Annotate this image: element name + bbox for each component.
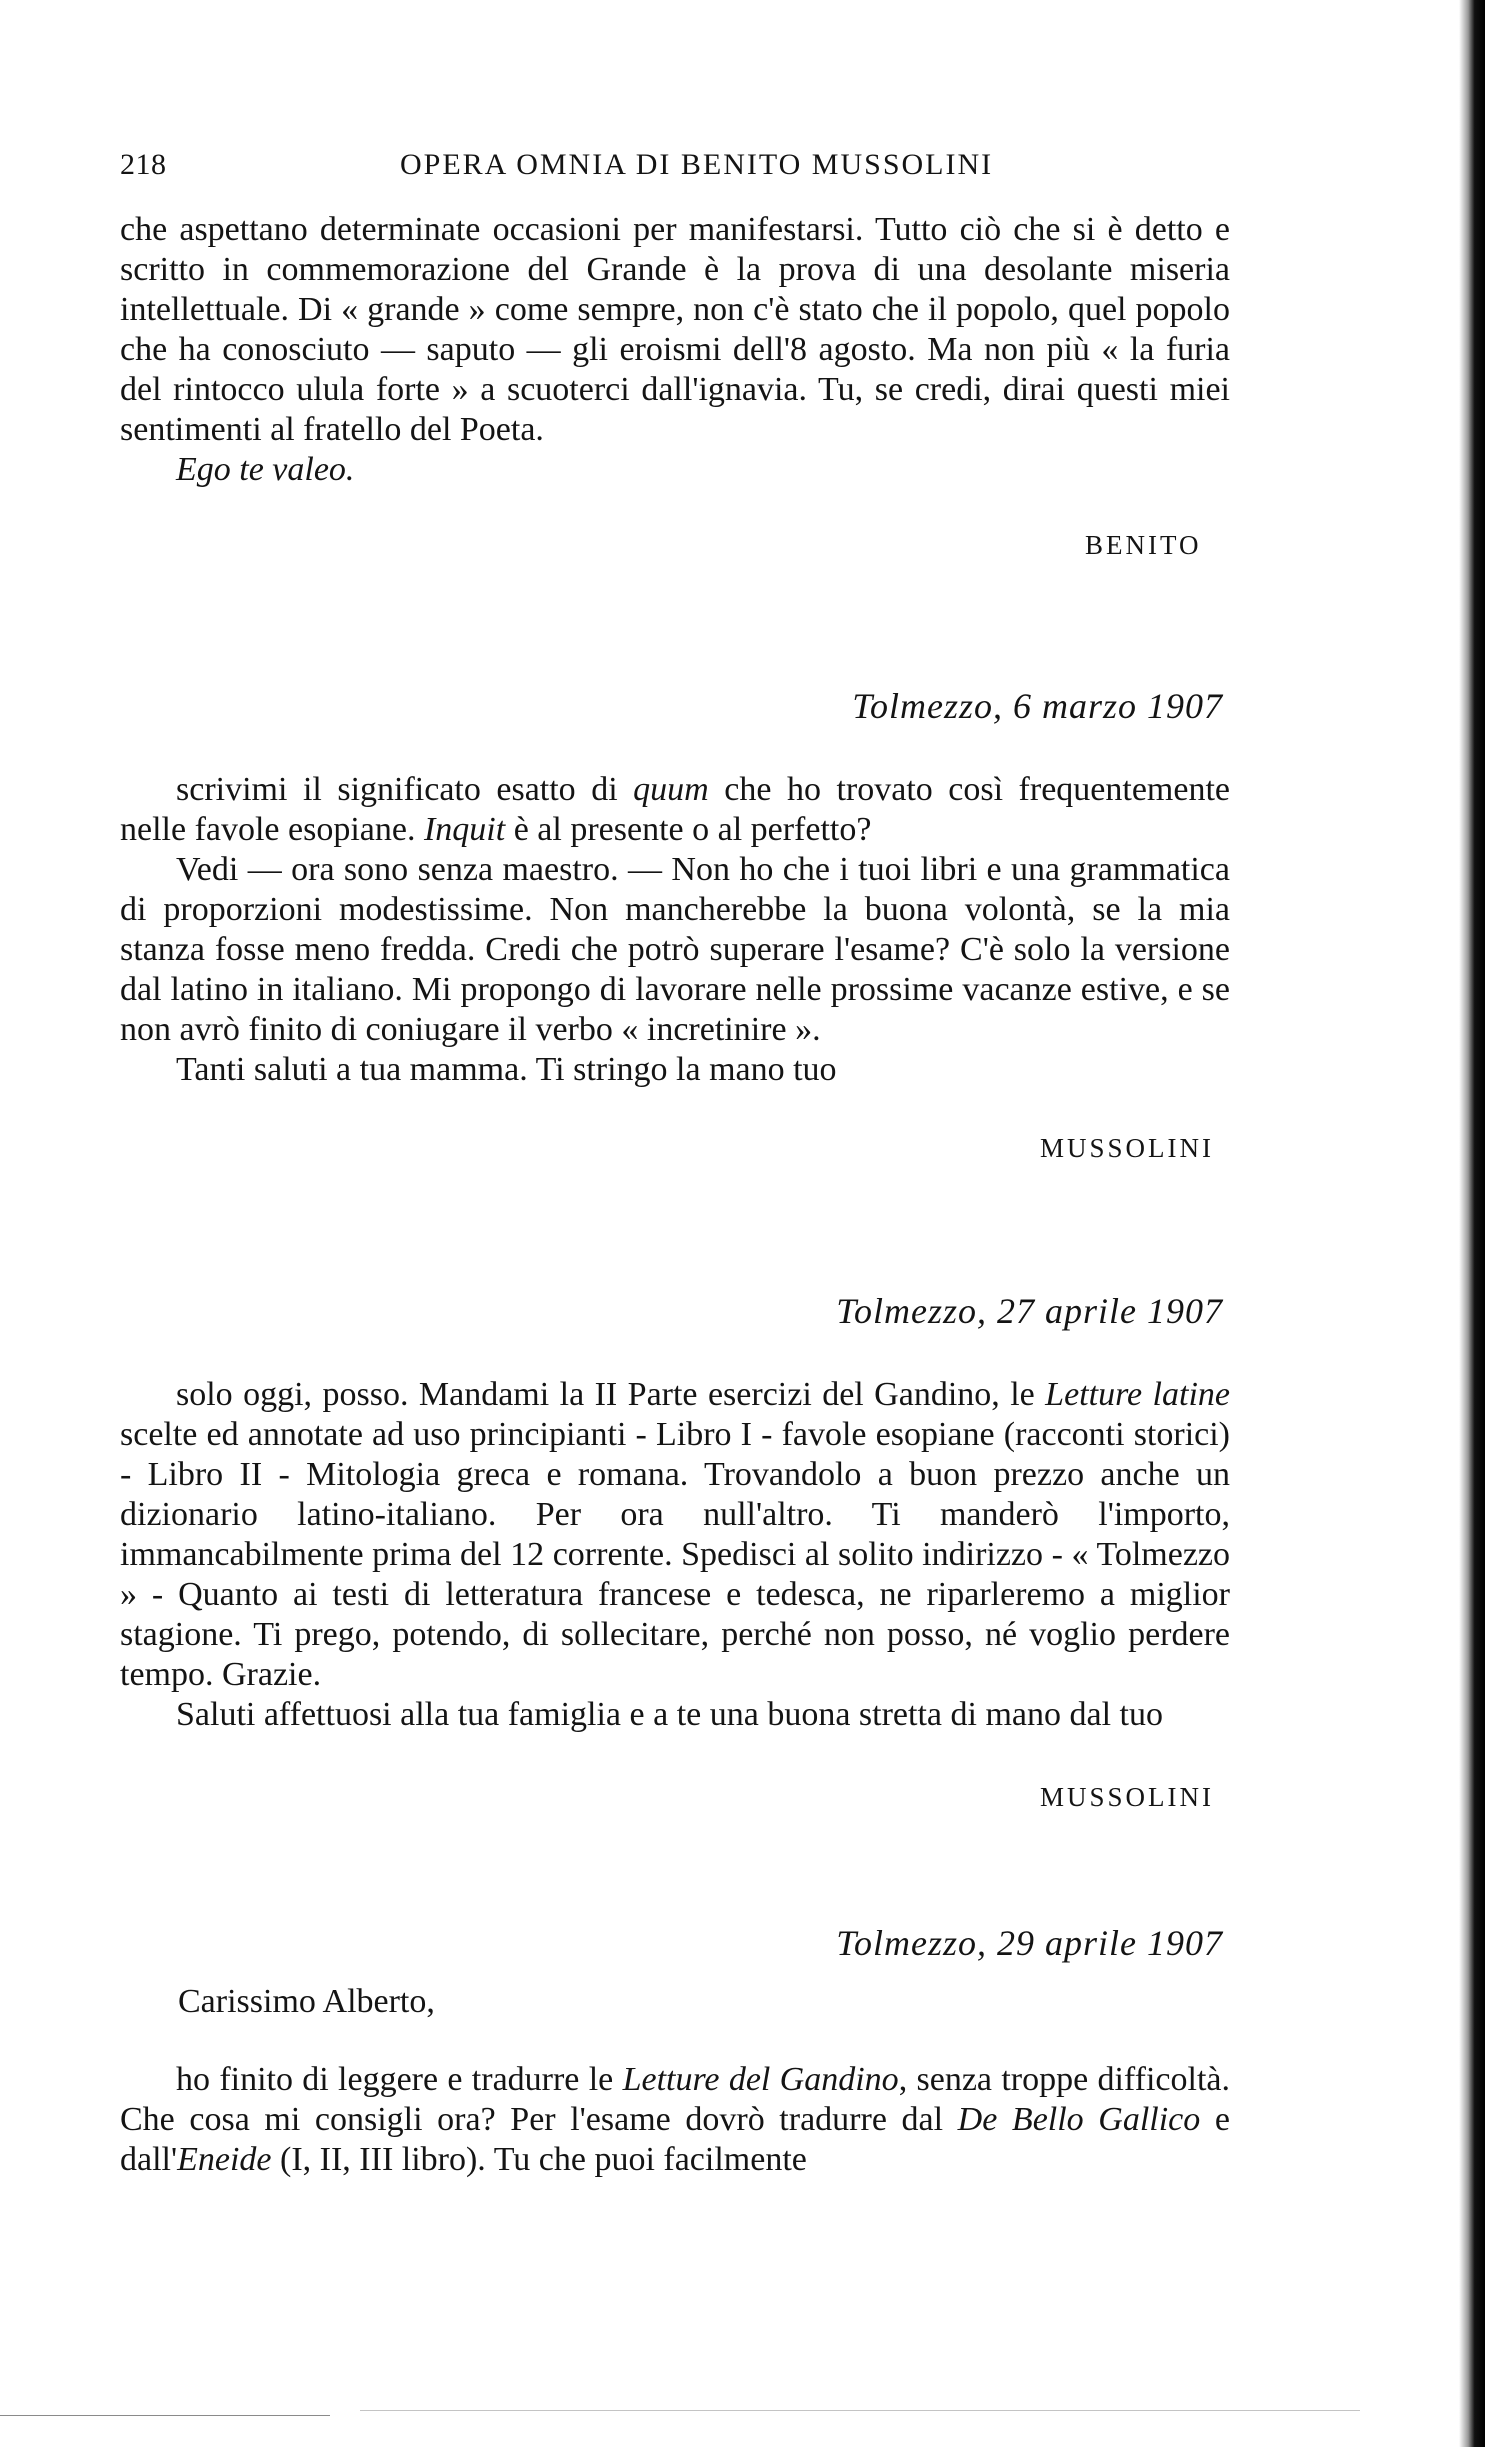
letter-2-paragraph-1 [120, 770, 1230, 850]
running-title: OPERA OMNIA DI BENITO MUSSOLINI [400, 148, 994, 181]
letter-1-paragraph: che aspettano determinate occasioni per manifestarsi. Tutto ciò che si è detto e scritto in commemorazione del Grande è la prova di una desolante miseria intellettuale. Di « grande » come sempre, non c'è stato che il popolo, quel popolo che ha conosciuto — saputo — gli eroismi dell'8 agosto. Ma non più « la furia del rintocco ulula forte » a scuoterci dall'ignavia. Tu, se credi, dirai questi miei sentimenti al fratello del Poeta. [120, 211, 1230, 448]
italic-title: De Bello Gallico [957, 2101, 1201, 2138]
italic-word: Inquit [423, 811, 506, 848]
letter-2-body [120, 770, 1230, 1090]
text-run: solo oggi, posso. Mandami la II Parte esercizi del Gandino, le [176, 1376, 1046, 1413]
letter-3-paragraph-1 [120, 1375, 1230, 1695]
text-run: che ho trovato così frequentemente nelle favole esopiane. [120, 771, 1230, 848]
italic-title: Letture latine [1045, 1376, 1230, 1413]
italic-title: Letture del Gandino [622, 2061, 899, 2098]
letter-1-tail [120, 210, 1230, 490]
dateline-29-aprile: Tolmezzo, 29 aprile 1907 [836, 1923, 1223, 1963]
text-run: scrivimi il significato esatto di [176, 771, 634, 808]
letter-1-closing [120, 450, 1230, 490]
letter-2-paragraph-3: Tanti saluti a tua mamma. Ti stringo la mano tuo [176, 1051, 837, 1088]
letter-4-body [120, 2060, 1230, 2180]
dateline-6-marzo: Tolmezzo, 6 marzo 1907 [852, 686, 1223, 726]
signature-mussolini-2: MUSSOLINI [1040, 1782, 1215, 1812]
scan-artifact-rule [0, 2415, 330, 2416]
page-edge-shadow [1459, 0, 1485, 2447]
text-run: scelte ed annotate ad uso principianti - Libro I - favole esopiane (racconti storici) - Libro II - Mitologia greca e romana. Trovandolo a buon prezzo anche un dizionario latino-italiano. Per ora null'altro. Ti manderò l'importo, immancabilmente prima del 12 corrente. Spedisci al solito indirizzo - « Tolmezzo » - Quanto ai testi di letteratura francese e tedesca, ne riparleremo a miglior stagione. Ti prego, potendo, di sollecitare, perché non posso, né voglio perdere tempo. Grazie. [120, 1416, 1230, 1693]
signature-benito: BENITO [1085, 530, 1202, 560]
text-run: è al presente o al perfetto? [505, 811, 872, 848]
text-run: , senza troppe difficoltà. Che cosa mi consigli ora? Per l'esame dovrò tradurre dal [120, 2061, 1230, 2138]
dateline-27-aprile: Tolmezzo, 27 aprile 1907 [836, 1291, 1223, 1331]
salutation: Carissimo Alberto, [178, 1983, 435, 2020]
letter-3-paragraph-2: Saluti affettuosi alla tua famiglia e a te una buona stretta di mano dal tuo [176, 1696, 1163, 1733]
text-run: e dall' [120, 2101, 1230, 2178]
text-run: (I, II, III libro). Tu che puoi facilmente [271, 2141, 807, 2178]
scan-artifact-rule [360, 2410, 1360, 2411]
letter-2-paragraph-2: Vedi — ora sono senza maestro. — Non ho che i tuoi libri e una grammatica di proporzioni modestissime. Non mancherebbe la buona volontà, se la mia stanza fosse meno fredda. Credi che potrò superare l'esame? C'è solo la versione dal latino in italiano. Mi propongo di lavorare nelle prossime vacanze estive, e se non avrò finito di coniugare il verbo « incretinire ». [120, 851, 1230, 1048]
signature-mussolini-1: MUSSOLINI [1040, 1133, 1215, 1163]
letter-4-paragraph-1 [120, 2060, 1230, 2180]
letter-3-body [120, 1375, 1230, 1735]
italic-title: Eneide [177, 2141, 272, 2178]
text-run: ho finito di leggere e tradurre le [176, 2061, 623, 2098]
italic-word: quum [633, 771, 709, 808]
page-number: 218 [120, 148, 167, 181]
closing-latin: Ego te valeo. [176, 451, 355, 488]
